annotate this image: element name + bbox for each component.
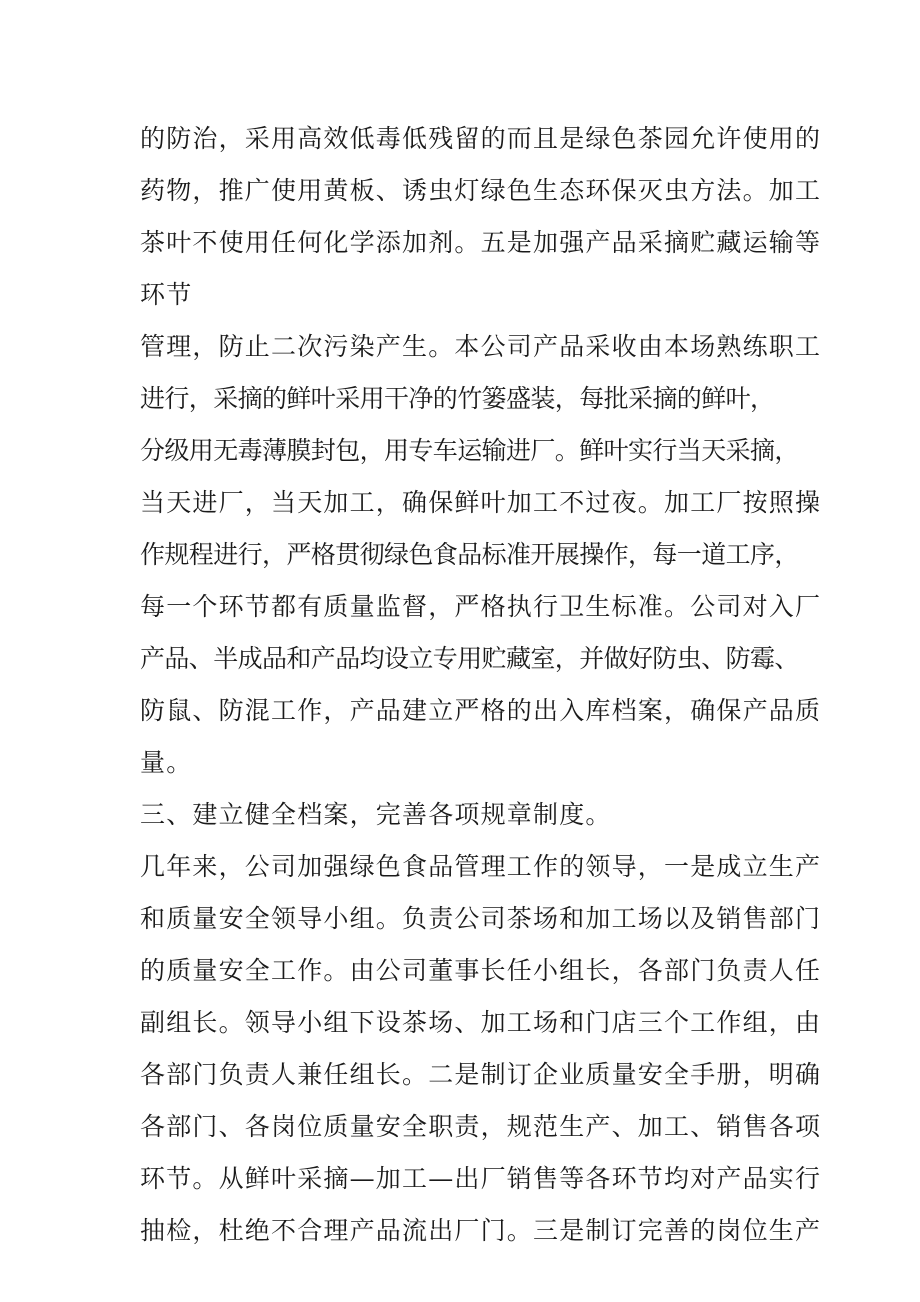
- text-line: 几年来，公司加强绿色食品管理工作的领导，一是成立生产: [140, 852, 822, 881]
- text-line: 环节: [140, 280, 193, 309]
- section-heading: 三、建立健全档案，完善各项规章制度。: [140, 800, 612, 829]
- text-line: 的质量安全工作。由公司董事长任小组长，各部门负责人任: [140, 956, 822, 985]
- text-line: 各部门、各岗位质量安全职责，规范生产、加工、销售各项: [140, 1112, 822, 1141]
- document-body: [140, 113, 822, 1257]
- text-line: 各部门负责人兼任组长。二是制订企业质量安全手册，明确: [140, 1060, 822, 1089]
- text-line: 当天进厂，当天加工，确保鲜叶加工不过夜。加工厂按照操: [140, 488, 822, 517]
- text-line: 药物，推广使用黄板、诱虫灯绿色生态环保灭虫方法。加工: [140, 176, 822, 205]
- text-line: 环节。从鲜叶采摘—加工—出厂销售等各环节均对产品实行: [140, 1164, 822, 1193]
- text-line: 作规程进行，严格贯彻绿色食品标准开展操作，每一道工序，: [140, 540, 799, 569]
- text-line: 量。: [140, 748, 193, 777]
- text-line: 进行，采摘的鲜叶采用干净的竹篓盛装，每批采摘的鲜叶，: [140, 384, 775, 413]
- text-line: 抽检，杜绝不合理产品流出厂门。三是制订完善的岗位生产: [140, 1216, 822, 1245]
- text-line: 每一个环节都有质量监督，严格执行卫生标准。公司对入厂: [140, 592, 822, 621]
- text-line: 产品、半成品和产品均设立专用贮藏室，并做好防虫、防霉、: [140, 644, 799, 673]
- text-line: 和质量安全领导小组。负责公司茶场和加工场以及销售部门: [140, 904, 822, 933]
- text-line: 的防治，采用高效低毒低残留的而且是绿色茶园允许使用的: [140, 124, 822, 153]
- text-line: 副组长。领导小组下设茶场、加工场和门店三个工作组，由: [140, 1008, 822, 1037]
- text-line: 防鼠、防混工作，产品建立严格的出入库档案，确保产品质: [140, 696, 822, 725]
- text-line: 管理，防止二次污染产生。本公司产品采收由本场熟练职工: [140, 332, 822, 361]
- text-line: 茶叶不使用任何化学添加剂。五是加强产品采摘贮藏运输等: [140, 228, 822, 257]
- text-line: 分级用无毒薄膜封包，用专车运输进厂。鲜叶实行当天采摘，: [140, 436, 799, 465]
